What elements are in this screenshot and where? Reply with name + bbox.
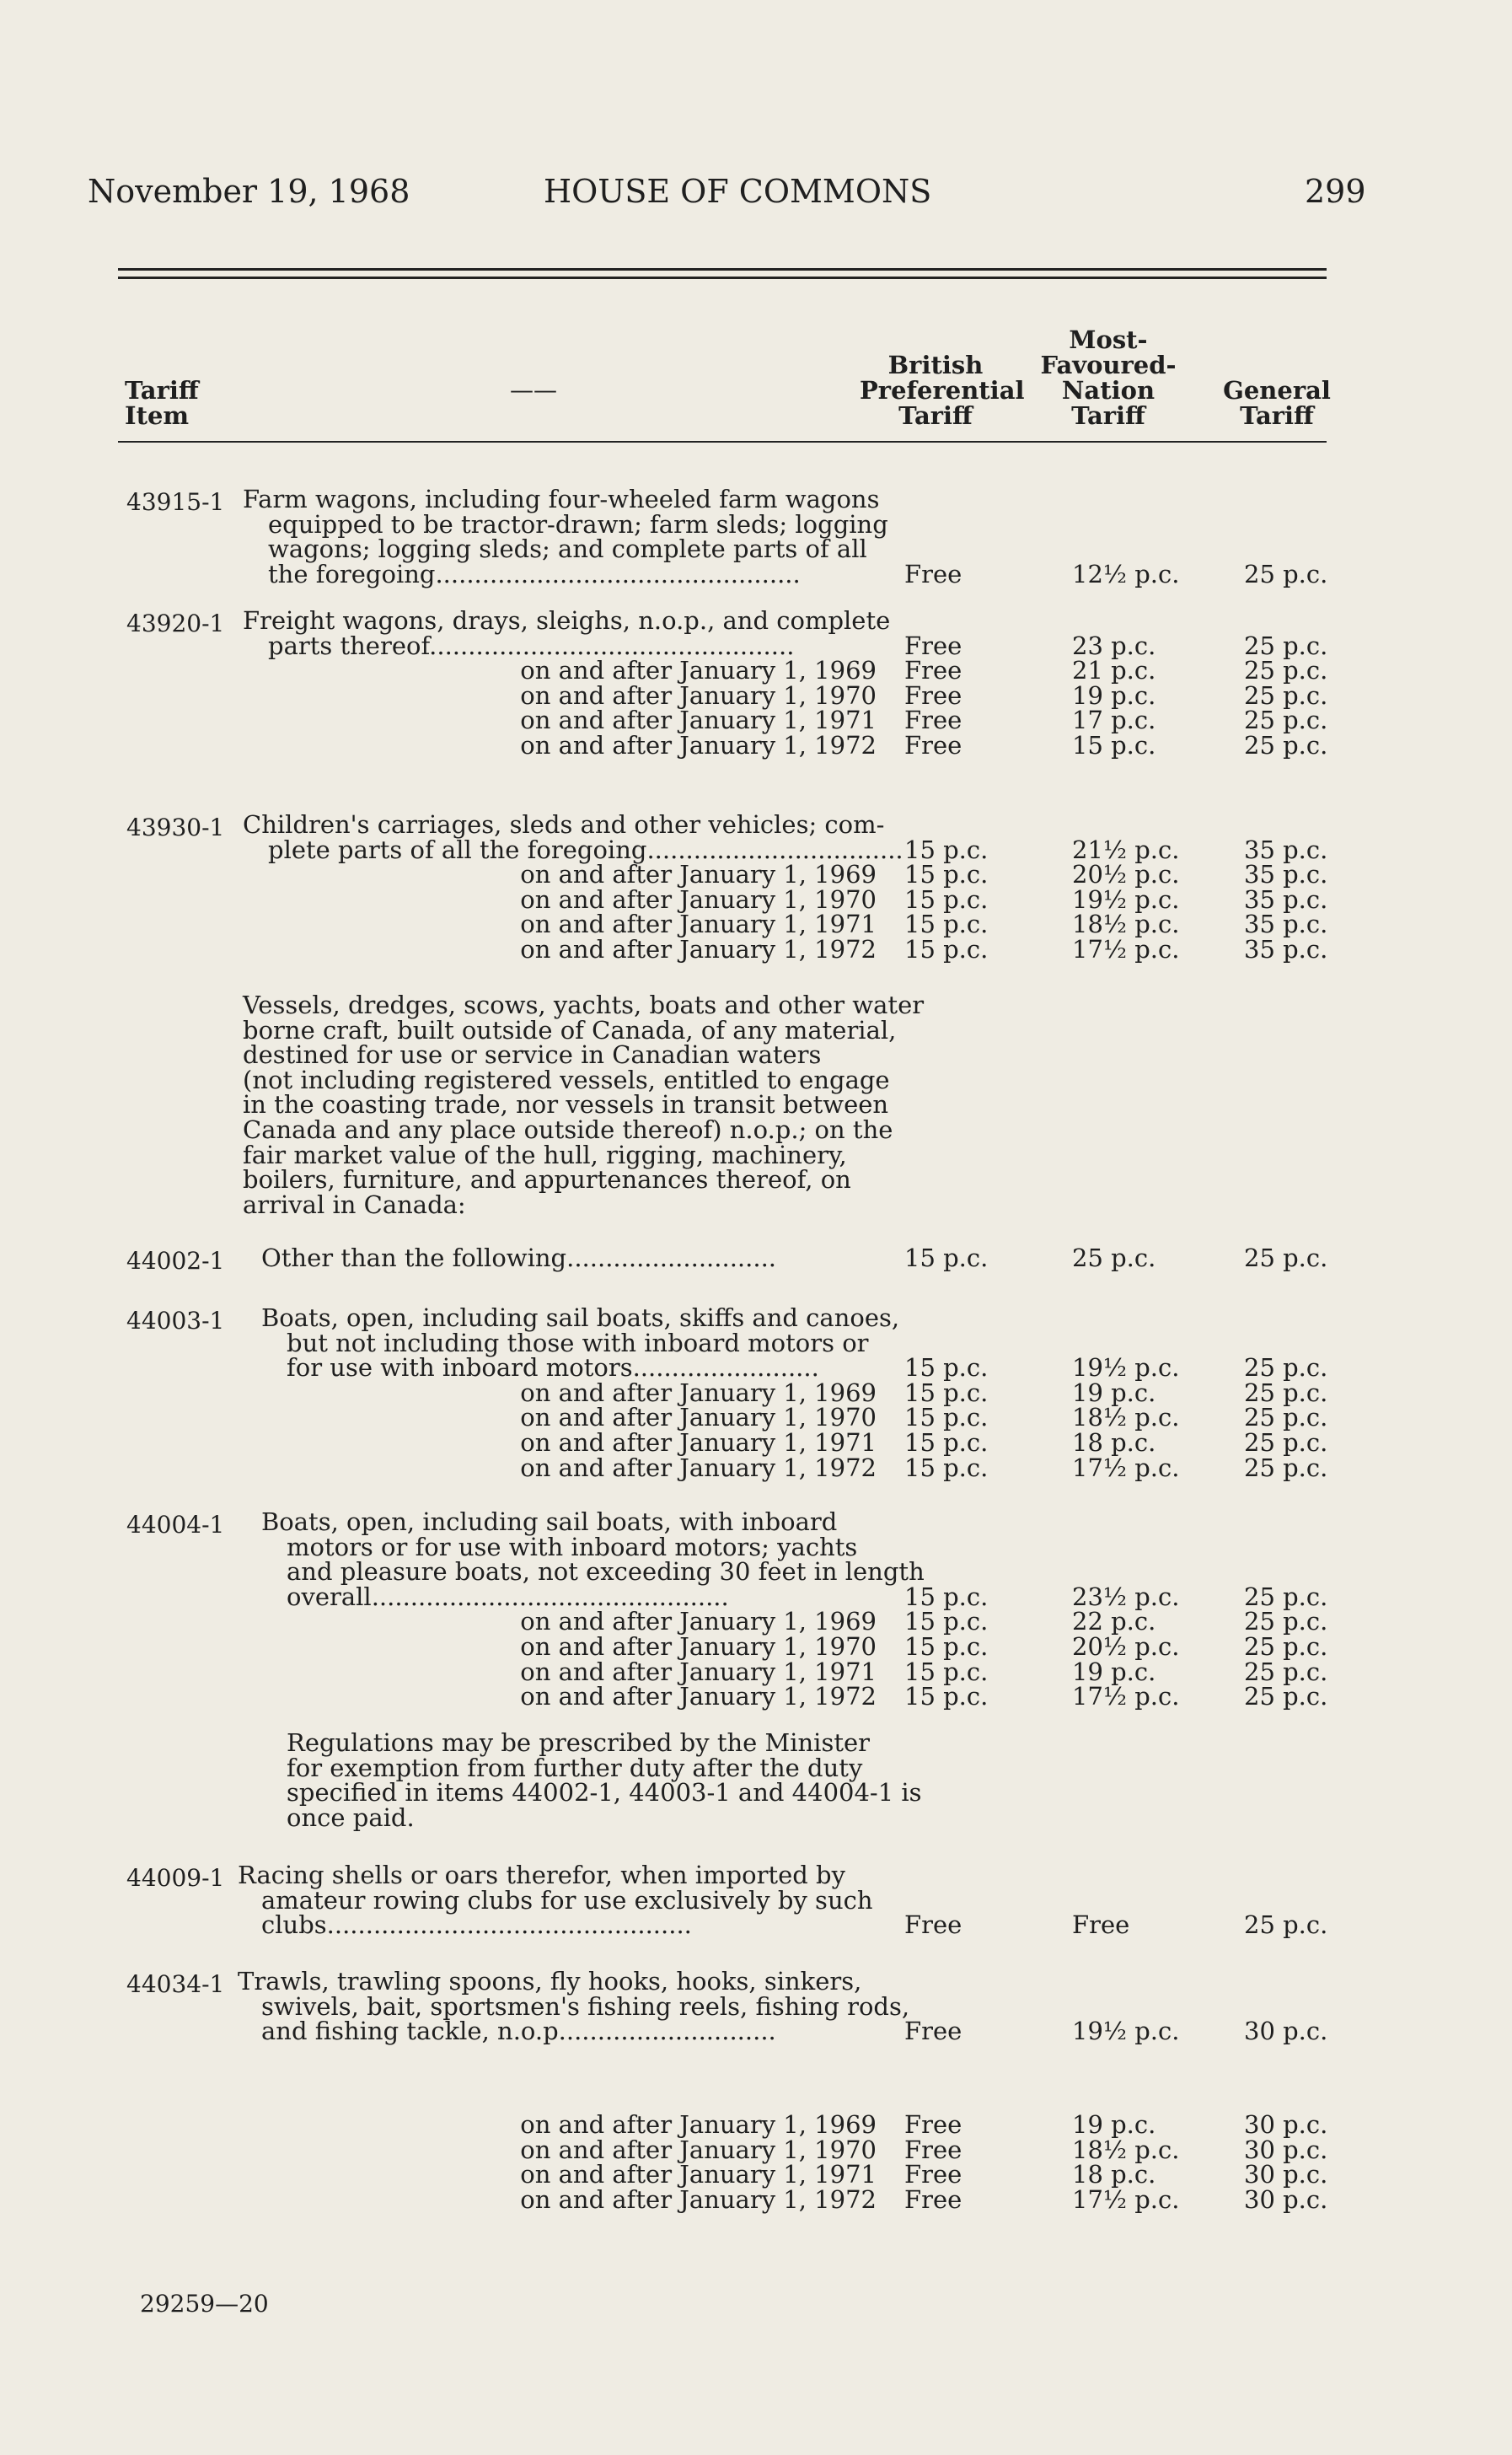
rate-effective-date: on and after January 1, 1970 bbox=[520, 1632, 877, 1661]
rate-bpt: Free bbox=[904, 680, 962, 710]
rate-general: 25 p.c. bbox=[1244, 731, 1328, 760]
rate-general: 25 p.c. bbox=[1244, 1428, 1328, 1457]
tariff-item-code: 43915-1 bbox=[126, 488, 225, 516]
page-number: 299 bbox=[1305, 173, 1366, 210]
col-head-dash: —— bbox=[510, 376, 557, 404]
item-description-line: Boats, open, including sail boats, with inboard bbox=[261, 1507, 838, 1536]
rate-bpt: Free bbox=[904, 2184, 962, 2214]
rate-mfn: 18 p.c. bbox=[1072, 1428, 1156, 1457]
rate-bpt: Free bbox=[904, 1910, 962, 1940]
item-description-line: but not including those with inboard motors or bbox=[287, 1328, 869, 1357]
rate-bpt: 15 p.c. bbox=[904, 1403, 989, 1432]
vessels-paragraph-line: borne craft, built outside of Canada, of any material, bbox=[243, 1015, 897, 1045]
rate-effective-date: on and after January 1, 1970 bbox=[520, 1403, 877, 1432]
rate-bpt: 15 p.c. bbox=[904, 935, 989, 964]
rate-effective-date: on and after January 1, 1972 bbox=[520, 935, 877, 964]
rate-mfn: 19 p.c. bbox=[1072, 1378, 1156, 1407]
rate-effective-date: on and after January 1, 1969 bbox=[520, 860, 877, 889]
rate-general: 30 p.c. bbox=[1244, 2017, 1328, 2046]
vessels-paragraph-line: arrival in Canada: bbox=[243, 1190, 466, 1219]
rate-general: 25 p.c. bbox=[1244, 1353, 1328, 1383]
item-description-line: Freight wagons, drays, sleighs, n.o.p., and complete bbox=[243, 606, 891, 635]
col-head-bpt: British Preferential Tariff bbox=[860, 351, 1025, 430]
header-date: November 19, 1968 bbox=[88, 173, 410, 210]
rate-general: 25 p.c. bbox=[1244, 631, 1328, 660]
rate-bpt: 15 p.c. bbox=[904, 1428, 989, 1457]
rate-bpt: Free bbox=[904, 706, 962, 735]
tariff-item-code: 44034-1 bbox=[126, 1970, 225, 1998]
item-description-line: clubs............................................... bbox=[261, 1910, 692, 1940]
rate-effective-date: on and after January 1, 1970 bbox=[520, 2135, 877, 2164]
rate-bpt: 15 p.c. bbox=[904, 1607, 989, 1636]
item-description-line: Trawls, trawling spoons, fly hooks, hooks, sinkers, bbox=[238, 1967, 862, 1996]
col-head-item: Tariff Item bbox=[125, 376, 199, 430]
tariff-item-code: 44004-1 bbox=[126, 1511, 225, 1539]
regulations-paragraph-line: Regulations may be prescribed by the Minister bbox=[287, 1728, 871, 1757]
rate-bpt: 15 p.c. bbox=[904, 1682, 989, 1711]
top-rule-2 bbox=[118, 277, 1327, 279]
rate-effective-date: on and after January 1, 1971 bbox=[520, 1428, 877, 1457]
rate-general: 25 p.c. bbox=[1244, 1403, 1328, 1432]
rate-bpt: 15 p.c. bbox=[904, 1353, 989, 1383]
rate-effective-date: on and after January 1, 1972 bbox=[520, 731, 877, 760]
rate-mfn: 21 p.c. bbox=[1072, 656, 1156, 685]
tariff-item-code: 44002-1 bbox=[126, 1247, 225, 1275]
vessels-paragraph-line: Canada and any place outside thereof) n.o.p.; on the bbox=[243, 1115, 893, 1144]
rate-mfn: 18½ p.c. bbox=[1072, 910, 1180, 939]
rate-bpt: 15 p.c. bbox=[904, 1378, 989, 1407]
rate-general: 35 p.c. bbox=[1244, 910, 1328, 939]
vessels-paragraph-line: fair market value of the hull, rigging, machinery, bbox=[243, 1140, 847, 1169]
rate-effective-date: on and after January 1, 1969 bbox=[520, 1378, 877, 1407]
rate-effective-date: on and after January 1, 1971 bbox=[520, 706, 877, 735]
rate-general: 25 p.c. bbox=[1244, 1453, 1328, 1482]
rate-general: 30 p.c. bbox=[1244, 2160, 1328, 2189]
rate-general: 25 p.c. bbox=[1244, 1244, 1328, 1272]
rate-mfn: 23½ p.c. bbox=[1072, 1582, 1180, 1611]
rate-bpt: 15 p.c. bbox=[904, 910, 989, 939]
rate-effective-date: on and after January 1, 1969 bbox=[520, 1607, 877, 1636]
rate-general: 25 p.c. bbox=[1244, 1582, 1328, 1611]
rate-mfn: 20½ p.c. bbox=[1072, 860, 1180, 889]
top-rule-1 bbox=[118, 268, 1327, 271]
item-description-line: for use with inboard motors........................ bbox=[287, 1353, 819, 1383]
header-title: HOUSE OF COMMONS bbox=[544, 173, 932, 210]
tariff-item-code: 44003-1 bbox=[126, 1307, 225, 1335]
rate-general: 35 p.c. bbox=[1244, 935, 1328, 964]
rate-bpt: Free bbox=[904, 731, 962, 760]
rate-mfn: 19 p.c. bbox=[1072, 1657, 1156, 1686]
rate-mfn: 18 p.c. bbox=[1072, 2160, 1156, 2189]
rate-general: 35 p.c. bbox=[1244, 860, 1328, 889]
tariff-item-code: 44009-1 bbox=[126, 1864, 225, 1892]
item-description-line: overall.............................................. bbox=[287, 1582, 729, 1611]
rate-mfn: 23 p.c. bbox=[1072, 631, 1156, 660]
rate-general: 25 p.c. bbox=[1244, 1657, 1328, 1686]
rate-effective-date: on and after January 1, 1972 bbox=[520, 2184, 877, 2214]
rate-effective-date: on and after January 1, 1971 bbox=[520, 1657, 877, 1686]
rate-bpt: Free bbox=[904, 656, 962, 685]
rate-effective-date: on and after January 1, 1969 bbox=[520, 656, 877, 685]
col-head-gen: General Tariff bbox=[1223, 376, 1331, 430]
rate-general: 25 p.c. bbox=[1244, 1607, 1328, 1636]
item-description-line: Farm wagons, including four-wheeled farm wagons bbox=[243, 485, 880, 513]
item-description-line: Other than the following........................... bbox=[261, 1244, 777, 1272]
rate-mfn: 22 p.c. bbox=[1072, 1607, 1156, 1636]
item-description-line: plete parts of all the foregoing................................. bbox=[268, 835, 903, 864]
rate-bpt: 15 p.c. bbox=[904, 1582, 989, 1611]
heading-rule bbox=[118, 441, 1327, 443]
item-description-line: equipped to be tractor-drawn; farm sleds; logging bbox=[268, 509, 888, 539]
regulations-paragraph-line: once paid. bbox=[287, 1802, 415, 1832]
tariff-item-code: 43920-1 bbox=[126, 610, 225, 637]
rate-mfn: 12½ p.c. bbox=[1072, 559, 1180, 588]
item-description-line: parts thereof............................................... bbox=[268, 631, 795, 660]
rate-mfn: 20½ p.c. bbox=[1072, 1632, 1180, 1661]
rate-mfn: 17½ p.c. bbox=[1072, 2184, 1180, 2214]
item-description-line: motors or for use with inboard motors; yachts bbox=[287, 1532, 858, 1561]
rate-mfn: 21½ p.c. bbox=[1072, 835, 1180, 864]
rate-general: 30 p.c. bbox=[1244, 2135, 1328, 2164]
rate-bpt: 15 p.c. bbox=[904, 1632, 989, 1661]
rate-bpt: 15 p.c. bbox=[904, 1657, 989, 1686]
rate-mfn: 19 p.c. bbox=[1072, 2110, 1156, 2139]
rate-mfn: 19½ p.c. bbox=[1072, 884, 1180, 914]
rate-effective-date: on and after January 1, 1971 bbox=[520, 910, 877, 939]
vessels-paragraph-line: Vessels, dredges, scows, yachts, boats and other water bbox=[243, 991, 925, 1019]
footer-code: 29259—20 bbox=[140, 2290, 269, 2318]
rate-bpt: Free bbox=[904, 631, 962, 660]
rate-mfn: 19 p.c. bbox=[1072, 680, 1156, 710]
tariff-item-code: 43930-1 bbox=[126, 814, 225, 841]
rate-general: 25 p.c. bbox=[1244, 1378, 1328, 1407]
rate-general: 25 p.c. bbox=[1244, 559, 1328, 588]
rate-mfn: 19½ p.c. bbox=[1072, 1353, 1180, 1383]
item-description-line: and pleasure boats, not exceeding 30 feet in length bbox=[287, 1557, 925, 1587]
rate-bpt: Free bbox=[904, 2160, 962, 2189]
vessels-paragraph-line: boilers, furniture, and appurtenances thereof, on bbox=[243, 1165, 851, 1195]
rate-mfn: 17½ p.c. bbox=[1072, 935, 1180, 964]
item-description-line: swivels, bait, sportsmen's fishing reels, fishing rods, bbox=[261, 1991, 910, 2021]
rate-bpt: 15 p.c. bbox=[904, 860, 989, 889]
vessels-paragraph-line: in the coasting trade, nor vessels in transit between bbox=[243, 1090, 889, 1120]
rate-effective-date: on and after January 1, 1971 bbox=[520, 2160, 877, 2189]
rate-effective-date: on and after January 1, 1969 bbox=[520, 2110, 877, 2139]
rate-effective-date: on and after January 1, 1970 bbox=[520, 680, 877, 710]
rate-general: 25 p.c. bbox=[1244, 656, 1328, 685]
rate-general: 35 p.c. bbox=[1244, 884, 1328, 914]
rate-general: 25 p.c. bbox=[1244, 1632, 1328, 1661]
rate-general: 25 p.c. bbox=[1244, 680, 1328, 710]
rate-general: 35 p.c. bbox=[1244, 835, 1328, 864]
item-description-line: amateur rowing clubs for use exclusively by such bbox=[261, 1885, 873, 1915]
rate-bpt: 15 p.c. bbox=[904, 1244, 989, 1272]
rate-effective-date: on and after January 1, 1970 bbox=[520, 884, 877, 914]
rate-effective-date: on and after January 1, 1972 bbox=[520, 1682, 877, 1711]
rate-mfn: 17 p.c. bbox=[1072, 706, 1156, 735]
rate-bpt: Free bbox=[904, 559, 962, 588]
col-head-mfn: Most- Favoured- Nation Tariff bbox=[1040, 325, 1177, 430]
rate-bpt: 15 p.c. bbox=[904, 1453, 989, 1482]
rate-general: 25 p.c. bbox=[1244, 1682, 1328, 1711]
item-description-line: Racing shells or oars therefor, when imported by bbox=[238, 1861, 845, 1889]
item-description-line: Children's carriages, sleds and other vehicles; com- bbox=[243, 810, 885, 839]
vessels-paragraph-line: (not including registered vessels, entitled to engage bbox=[243, 1065, 890, 1094]
rate-mfn: 17½ p.c. bbox=[1072, 1453, 1180, 1482]
rate-general: 25 p.c. bbox=[1244, 1910, 1328, 1940]
item-description-line: and fishing tackle, n.o.p............................ bbox=[261, 2017, 776, 2046]
rate-bpt: Free bbox=[904, 2135, 962, 2164]
item-description-line: wagons; logging sleds; and complete parts of all bbox=[268, 535, 867, 564]
rate-bpt: 15 p.c. bbox=[904, 835, 989, 864]
rate-general: 30 p.c. bbox=[1244, 2110, 1328, 2139]
rate-mfn: 17½ p.c. bbox=[1072, 1682, 1180, 1711]
item-description-line: Boats, open, including sail boats, skiffs and canoes, bbox=[261, 1303, 900, 1332]
vessels-paragraph-line: destined for use or service in Canadian waters bbox=[243, 1040, 822, 1070]
rate-mfn: 18½ p.c. bbox=[1072, 1403, 1180, 1432]
rate-mfn: 15 p.c. bbox=[1072, 731, 1156, 760]
rate-mfn: Free bbox=[1072, 1910, 1130, 1940]
rate-mfn: 18½ p.c. bbox=[1072, 2135, 1180, 2164]
rate-bpt: Free bbox=[904, 2110, 962, 2139]
rate-mfn: 25 p.c. bbox=[1072, 1244, 1156, 1272]
rate-general: 30 p.c. bbox=[1244, 2184, 1328, 2214]
rate-effective-date: on and after January 1, 1972 bbox=[520, 1453, 877, 1482]
rate-bpt: 15 p.c. bbox=[904, 884, 989, 914]
item-description-line: the foregoing............................................... bbox=[268, 559, 801, 588]
rate-bpt: Free bbox=[904, 2017, 962, 2046]
rate-general: 25 p.c. bbox=[1244, 706, 1328, 735]
regulations-paragraph-line: specified in items 44002-1, 44003-1 and 44004-1 is bbox=[287, 1778, 922, 1808]
regulations-paragraph-line: for exemption from further duty after the duty bbox=[287, 1753, 863, 1782]
rate-mfn: 19½ p.c. bbox=[1072, 2017, 1180, 2046]
